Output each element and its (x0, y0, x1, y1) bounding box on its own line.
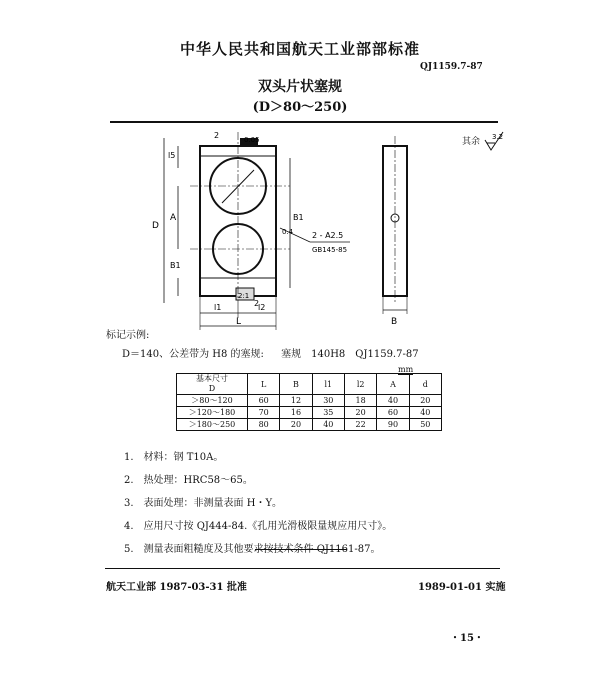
table-header-col: l2 (344, 374, 376, 395)
dim-B1-left-label: B1 (170, 261, 181, 270)
roughness-label: 其余 (462, 137, 481, 147)
rough-top-label: 0.05 (244, 136, 260, 144)
table-header-col: A (377, 374, 409, 395)
note-item: 2. 热处理：HRC58～65。 (124, 475, 253, 486)
table-unit: mm (398, 365, 414, 374)
dim-2-top-label: 2 (214, 131, 220, 140)
dim-l2-label: l2 (258, 303, 266, 312)
standard-code: QJ1159.7-87 (420, 62, 483, 72)
dim-A-label: A (170, 213, 177, 223)
dim-2-bottom-label: 2 (254, 299, 260, 308)
table-row: ＞180～250 80 20 40 22 90 50 (177, 419, 442, 431)
table-header-basic: 基本尺寸 D (177, 374, 248, 395)
gauge-drawing (150, 128, 430, 334)
implementation-date: 1989-01-01 实施 (418, 582, 506, 593)
footer-divider (105, 568, 500, 569)
dim-l5-label: l5 (168, 151, 176, 160)
center-hole-std-label: GB145-85 (312, 246, 348, 254)
center-hole-label: 2 - A2.5 (312, 231, 344, 240)
note-item: 4. 应用尺寸按 QJ444-84.《孔用光滑极限量规应用尺寸》。 (124, 521, 393, 532)
roughness-value: 3.2 (491, 133, 504, 141)
page-number: ・15・ (450, 633, 484, 644)
rough-bottom-label: 0.4 (282, 228, 294, 236)
document-subtitle: (D＞80～250) (252, 100, 348, 115)
note-item: 5. 测量表面粗糙度及其他要求按技术条件 QJ1161-87。 (124, 544, 381, 555)
note-item: 3. 表面处理：非测量表面 H・Y。 (124, 498, 283, 509)
title-divider (110, 121, 498, 123)
dim-B1-right-label: B1 (293, 213, 304, 222)
example-designation: 塞规 140H8 QJ1159.7-87 (281, 349, 419, 360)
roughness-note (462, 130, 505, 152)
table-header-col: L (248, 374, 280, 395)
dimension-table (176, 373, 442, 431)
document-title: 双头片状塞规 (258, 79, 342, 95)
marking-label: 2:1 (238, 292, 250, 300)
table-row: ＞80～120 60 12 30 18 40 20 (177, 395, 442, 407)
dim-B-side-label: B (391, 317, 398, 327)
end-divider (255, 549, 347, 550)
dim-D-label: D (152, 221, 159, 231)
table-header-col: d (409, 374, 441, 395)
table-row: ＞120～180 70 16 35 20 60 40 (177, 407, 442, 419)
example-label: 标记示例: (106, 330, 150, 341)
approval-date: 航天工业部 1987-03-31 批准 (106, 582, 247, 593)
table-header-col: B (280, 374, 312, 395)
technical-notes (124, 446, 392, 561)
table-header-col: l1 (312, 374, 344, 395)
example-condition: D＝140、公差带为 H8 的塞规: (122, 349, 264, 360)
roughness-symbol (483, 130, 505, 152)
dim-l1-label: l1 (214, 303, 222, 312)
note-item: 1. 材料：钢 T10A。 (124, 452, 224, 463)
org-standard-header: 中华人民共和国航天工业部部标准 (179, 40, 420, 58)
example-line (122, 345, 433, 360)
dim-L-label: L (236, 317, 242, 327)
